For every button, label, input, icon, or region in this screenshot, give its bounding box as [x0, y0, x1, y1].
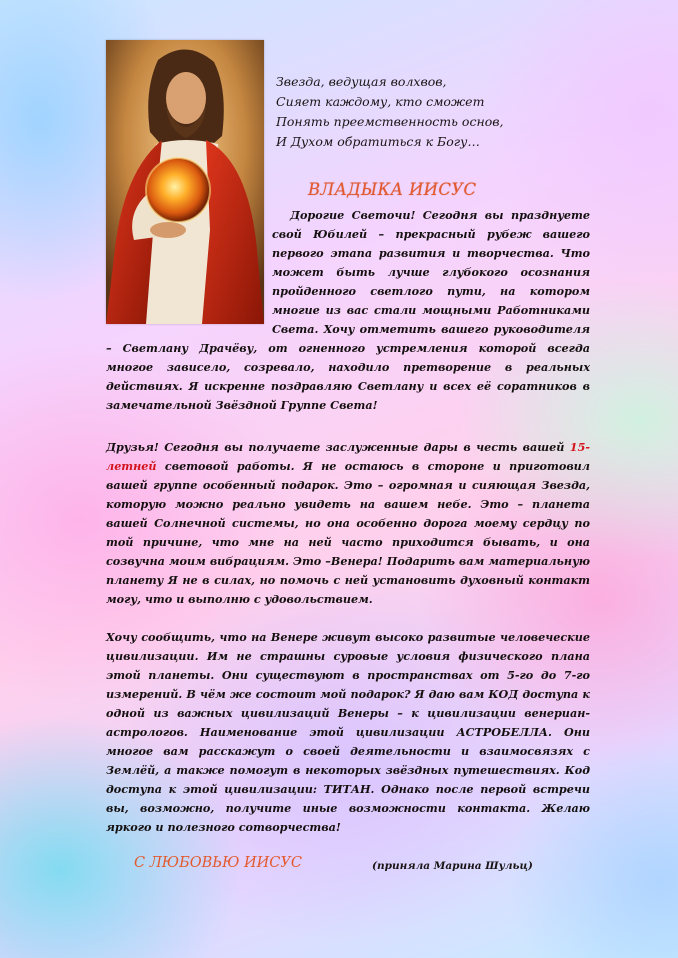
image-wrap-spacer	[106, 206, 272, 324]
poem-line: Сияет каждому, кто сможет	[276, 94, 485, 109]
paragraph-gift-before: Друзья! Сегодня вы получаете заслуженные дары в честь вашей	[106, 440, 570, 454]
paragraph-greeting	[106, 206, 590, 415]
poem-line: Звезда, ведущая волхвов,	[276, 74, 447, 89]
signature: С ЛЮБОВЬЮ ИИСУС	[134, 855, 302, 871]
page-heading: ВЛАДЫКА ИИСУС	[308, 180, 477, 199]
paragraph-greeting-text: Дорогие Светочи! Сегодня вы празднуете свой Юбилей – прекрасный рубеж вашего первого этапа развития и творчества. Что может быть лучше глубокого осознания пройденного светлого пути, на котором многие из вас стали мощными Работниками Света. Хочу отметить вашего руководителя – Светлану Драчёву, от огненного устремления которой всегда многое зависело, созревало, находило претворение в реальных действиях. Я искренне поздравляю Светлану и всех её соратников в замечательной Звёздной Группе Света!	[106, 208, 590, 412]
paragraph-gift-after: световой работы. Я не остаюсь в стороне и приготовил вашей группе особенный подарок. Это – огромная и сияющая Звезда, которую можно реально увидеть на вашем небе. Это – планета вашей Солнечной системы, но она особенно дорога моему сердцу по той причине, что мне на ней часто приходится бывать, и она созвучна моим вибрациям. Это –Венера! Подарить вам материальную планету Я не в силах, но помочь с ней установить духовный контакт могу, что и выполню с удовольствием.	[106, 459, 590, 606]
poem	[276, 72, 503, 152]
author-note: (приняла Марина Шульц)	[372, 860, 533, 872]
poem-line: И Духом обратиться к Богу…	[276, 134, 480, 149]
paragraph-gift	[106, 438, 590, 609]
poem-line: Понять преемственность основ,	[276, 114, 504, 129]
paragraph-venus: Хочу сообщить, что на Венере живут высоко развитые человеческие цивилизации. Им не страшны суровые условия физического плана этой планеты. Они существуют в пространствах от 5-го до 7-го измерений. В чём же состоит мой подарок? Я даю вам КОД доступа к одной из важных цивилизаций Венеры – к цивилизации венериан-астрологов. Наименование этой цивилизации АСТРОБЕЛЛА. Они многое вам расскажут о своей деятельности и взаимосвязях с Землёй, а также помогут в некоторых звёздных путешествиях. Код доступа к этой цивилизации: ТИТАН. Однако после первой встречи вы, возможно, получите иные возможности контакта. Желаю яркого и полезного сотворчества!	[106, 630, 590, 834]
highlight-anniversary: 15-летней	[106, 440, 590, 473]
